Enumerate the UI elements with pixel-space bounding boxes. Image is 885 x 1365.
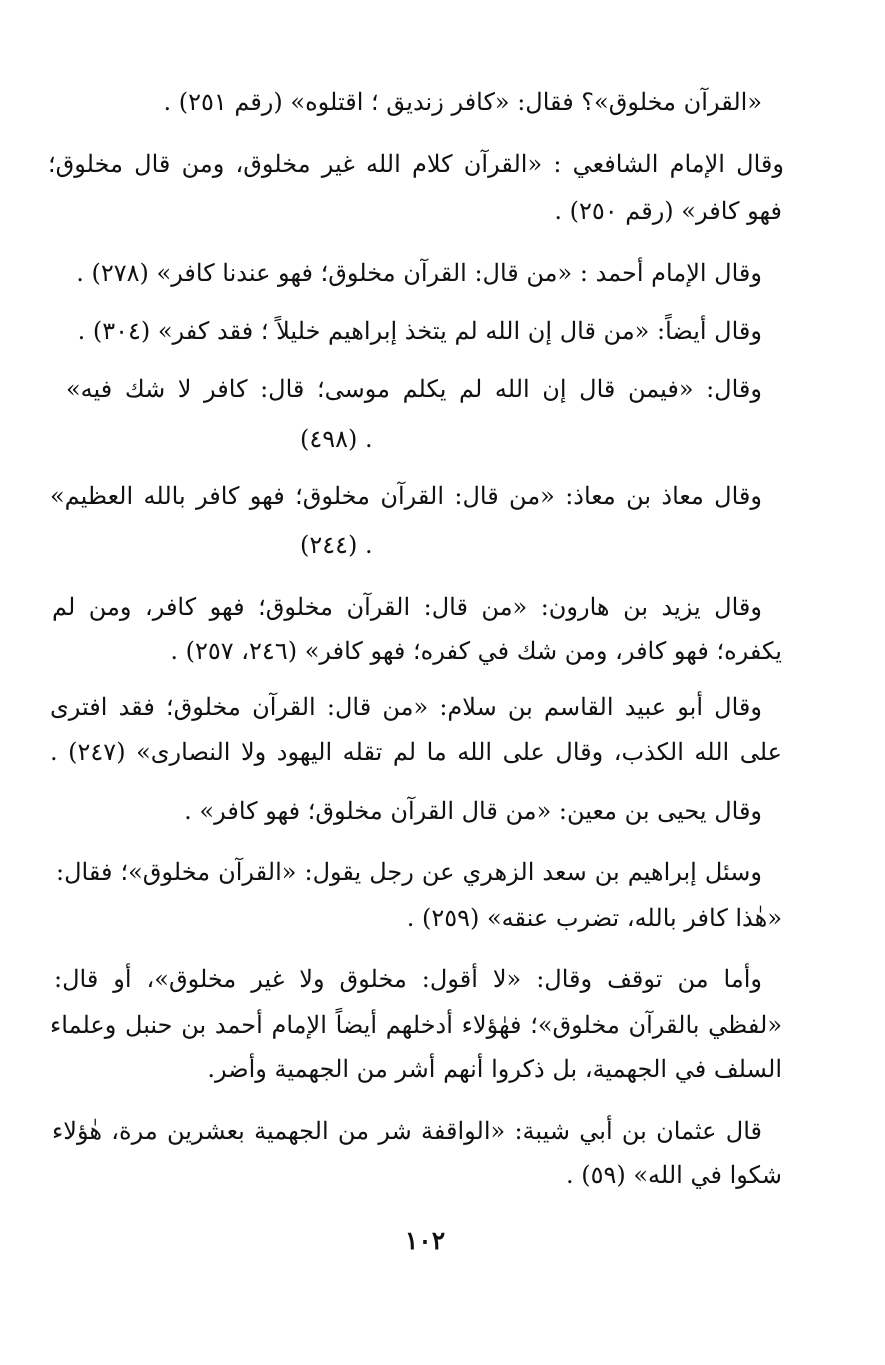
text-line: وقال أيضاً: «من قال إن الله لم يتخذ إبراهيم خليلاً ؛ فقد كفر» (٣٠٤) . <box>77 317 762 345</box>
text-line: وسئل إبراهيم بن سعد الزهري عن رجل يقول: «القرآن مخلوق»؛ فقال: <box>56 858 762 886</box>
text-line: وقال يحيى بن معين: «من قال القرآن مخلوق؛ فهو كافر» . <box>184 797 762 825</box>
text-line: (٤٩٨) . <box>300 425 373 453</box>
text-line: شكوا في الله» (٥٩) . <box>565 1161 782 1189</box>
text-line: «لفظي بالقرآن مخلوق»؛ فهٰؤلاء أدخلهم أيضاً الإمام أحمد بن حنبل وعلماء <box>50 1011 782 1039</box>
text-line: وقال الإمام أحمد : «من قال: القرآن مخلوق؛ فهو عندنا كافر» (٢٧٨) . <box>76 259 762 287</box>
text-line: السلف في الجهمية، بل ذكروا أنهم أشر من الجهمية وأضر. <box>207 1055 782 1083</box>
text-line: فهو كافر» (رقم ٢٥٠) . <box>554 197 782 225</box>
text-line: وقال يزيد بن هارون: «من قال: القرآن مخلوق؛ فهو كافر، ومن لم <box>52 593 762 621</box>
text-line: وأما من توقف وقال: «لا أقول: مخلوق ولا غير مخلوق»، أو قال: <box>54 965 762 993</box>
text-line: (٢٤٤) . <box>300 531 373 559</box>
text-line: وقال معاذ بن معاذ: «من قال: القرآن مخلوق؛ فهو كافر بالله العظيم» <box>50 482 762 510</box>
page-number: ١٠٢ <box>404 1226 446 1255</box>
text-line: على الله الكذب، وقال على الله ما لم تقله اليهود ولا النصارى» (٢٤٧) . <box>50 738 782 766</box>
text-line: «القرآن مخلوق»؟ فقال: «كافر زنديق ؛ اقتلوه» (رقم ٢٥١) . <box>163 88 762 116</box>
text-line: وقال الإمام الشافعي : «القرآن كلام الله غير مخلوق، ومن قال مخلوق؛ <box>48 150 784 178</box>
text-line: وقال: «فيمن قال إن الله لم يكلم موسى؛ قال: كافر لا شك فيه» <box>66 375 762 403</box>
text-line: وقال أبو عبيد القاسم بن سلام: «من قال: القرآن مخلوق؛ فقد افترى <box>50 693 762 721</box>
text-line: يكفره؛ فهو كافر، ومن شك في كفره؛ فهو كافر» (٢٤٦، ٢٥٧) . <box>170 637 782 665</box>
text-line: قال عثمان بن أبي شيبة: «الواقفة شر من الجهمية بعشرين مرة، هٰؤلاء <box>52 1117 762 1145</box>
text-line: «هٰذا كافر بالله، تضرب عنقه» (٢٥٩) . <box>406 904 782 932</box>
